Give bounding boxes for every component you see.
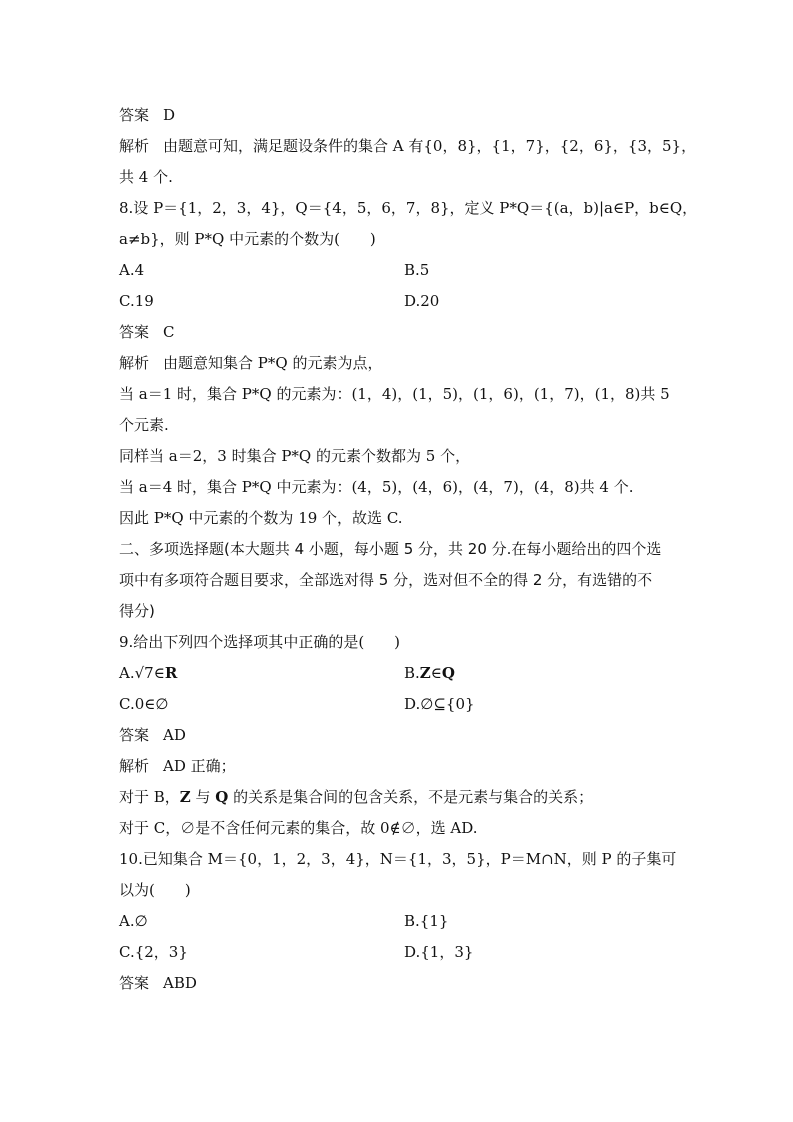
- answer-label: 答案: [119, 726, 150, 744]
- q8-stem-line-2: a≠b}，则 P*Q 中元素的个数为( ): [119, 230, 376, 248]
- q9-analysis-2-mid: 与: [190, 788, 216, 806]
- analysis-label: 解析: [119, 757, 150, 775]
- q9-option-a-prefix: A.: [119, 664, 135, 682]
- q10-options-row-2: [119, 937, 679, 968]
- q8-analysis-line-5: 当 a＝4 时，集合 P*Q 中元素为：(4，5)，(4，6)，(4，7)，(4，8)共 4 个.: [119, 478, 634, 496]
- integer-set-symbol: Z: [179, 788, 191, 806]
- real-set-symbol: R: [164, 664, 178, 682]
- q9-analysis-line-2: [119, 782, 679, 813]
- element-of-symbol: ∈: [430, 664, 442, 682]
- q8-option-a: A.4: [119, 261, 145, 279]
- analysis-label: 解析: [119, 137, 150, 155]
- q8-options-row-2: [119, 286, 679, 317]
- q8-option-b: B.5: [404, 261, 430, 279]
- q9-option-b: [404, 658, 679, 689]
- q8-answer-line: [119, 317, 679, 348]
- q10-option-a: A.∅: [119, 912, 148, 930]
- q7-analysis-text: 由题意可知，满足题设条件的集合 A 有{0，8}，{1，7}，{2，6}，{3，5}，: [163, 137, 697, 155]
- q8-analysis-line-4: 同样当 a＝2，3 时集合 P*Q 的元素个数都为 5 个，: [119, 447, 471, 465]
- q9-answer: AD: [163, 726, 186, 744]
- q9-options-row-2: [119, 689, 679, 720]
- q10-options-row-1: [119, 906, 679, 937]
- q10-answer: ABD: [163, 974, 197, 992]
- q9-analysis-line: [119, 751, 679, 782]
- q10-option-d: D.{1，3}: [404, 943, 474, 961]
- q9-options-row-1: [119, 658, 679, 689]
- q8-option-d: D.20: [404, 292, 440, 310]
- q7-answer: D: [163, 106, 176, 124]
- rational-set-symbol: Q: [441, 664, 455, 682]
- q8-analysis-line-2: 当 a＝1 时，集合 P*Q 的元素为：(1，4)，(1，5)，(1，6)，(1，7)，(1，8)共 5: [119, 385, 670, 403]
- answer-label: 答案: [119, 974, 150, 992]
- q8-analysis-line-6: 因此 P*Q 中元素的个数为 19 个，故选 C.: [119, 509, 403, 527]
- q9-option-a: [119, 658, 404, 689]
- q10-option-b: B.{1}: [404, 912, 449, 930]
- q7-analysis-line: [119, 131, 697, 162]
- q9-analysis-text: AD 正确；: [163, 757, 236, 775]
- q8-options-row-1: [119, 255, 679, 286]
- q10-option-c: C.{2，3}: [119, 943, 188, 961]
- document-page: [119, 100, 698, 999]
- q8-analysis-line: [119, 348, 679, 379]
- q8-option-c: C.19: [119, 292, 154, 310]
- q9-option-b-prefix: B.: [404, 664, 420, 682]
- q9-analysis-2-pre: 对于 B，: [119, 788, 180, 806]
- rational-set-symbol: Q: [215, 788, 229, 806]
- analysis-label: 解析: [119, 354, 150, 372]
- sqrt-expression: √7: [134, 664, 154, 682]
- q7-analysis-line-2: 共 4 个.: [119, 168, 173, 186]
- q8-stem-line-1: 8.设 P＝{1，2，3，4}，Q＝{4，5，6，7，8}，定义 P*Q＝{(a，b)|a∈P，b∈Q，: [119, 199, 698, 217]
- element-of-symbol: ∈: [153, 664, 165, 682]
- q8-analysis-line-3: 个元素.: [119, 416, 169, 434]
- q10-stem-line-1: 10.已知集合 M＝{0，1，2，3，4}，N＝{1，3，5}，P＝M∩N，则 P 的子集可: [119, 850, 677, 868]
- q9-analysis-line-3: 对于 C，∅是不含任何元素的集合，故 0∉∅，选 AD.: [119, 819, 478, 837]
- q9-stem: 9.给出下列四个选择项其中正确的是( ): [119, 633, 401, 651]
- section-2-heading-line-1: 二、多项选择题(本大题共 4 小题，每小题 5 分，共 20 分.在每小题给出的四个选: [119, 540, 662, 558]
- q8-analysis-text: 由题意知集合 P*Q 的元素为点，: [163, 354, 383, 372]
- q9-option-c: C.0∈∅: [119, 695, 169, 713]
- q8-answer: C: [163, 323, 175, 341]
- answer-label: 答案: [119, 106, 150, 124]
- q10-answer-line: [119, 968, 679, 999]
- section-2-heading-line-2: 项中有多项符合题目要求，全部选对得 5 分，选对但不全的得 2 分，有选错的不: [119, 571, 653, 589]
- q9-option-d: D.∅⊆{0}: [404, 695, 475, 713]
- q10-stem-line-2: 以为( ): [119, 881, 191, 899]
- q7-answer-line: [119, 100, 679, 131]
- section-2-heading-line-3: 得分): [119, 602, 155, 620]
- answer-label: 答案: [119, 323, 150, 341]
- q9-analysis-2-post: 的关系是集合间的包含关系，不是元素与集合的关系；: [228, 788, 594, 806]
- q9-answer-line: [119, 720, 679, 751]
- integer-set-symbol: Z: [419, 664, 431, 682]
